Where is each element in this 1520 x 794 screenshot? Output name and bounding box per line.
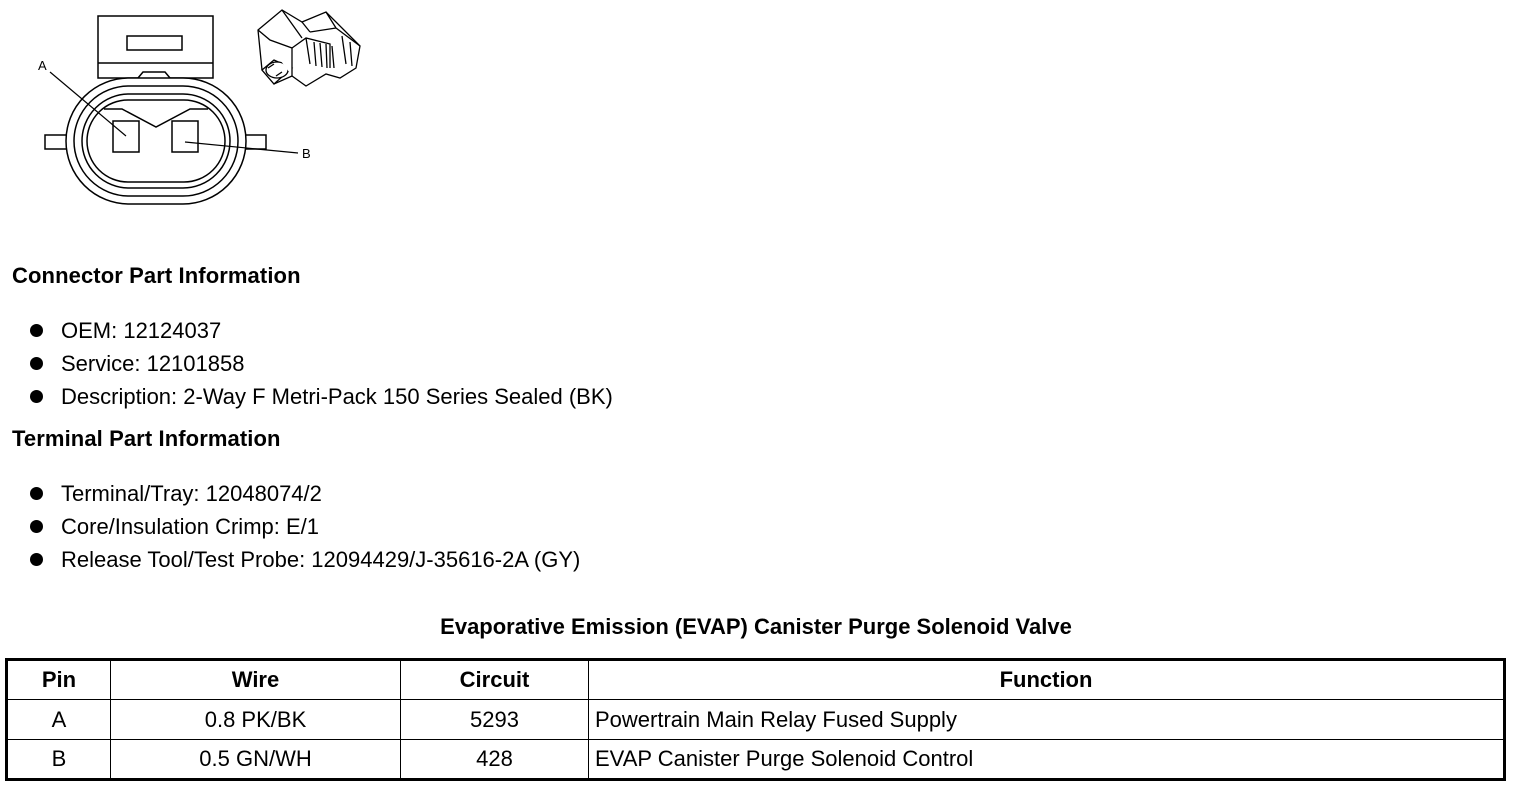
cell-wire: 0.8 PK/BK bbox=[111, 700, 401, 740]
bullet-icon bbox=[30, 390, 43, 403]
list-item: Service: 12101858 bbox=[30, 347, 613, 380]
bullet-icon bbox=[30, 553, 43, 566]
list-item: Terminal/Tray: 12048074/2 bbox=[30, 477, 580, 510]
list-item: OEM: 12124037 bbox=[30, 314, 613, 347]
header-pin: Pin bbox=[7, 660, 111, 700]
terminal-part-info-list bbox=[30, 477, 580, 576]
pinout-table-title: Evaporative Emission (EVAP) Canister Purge Solenoid Valve bbox=[440, 614, 1072, 639]
connector-body bbox=[66, 78, 246, 204]
cell-function: EVAP Canister Purge Solenoid Control bbox=[589, 740, 1505, 780]
table-row bbox=[7, 740, 1505, 780]
connector-part-info-heading: Connector Part Information bbox=[12, 263, 301, 288]
cell-wire: 0.5 GN/WH bbox=[111, 740, 401, 780]
table-header-row bbox=[7, 660, 1505, 700]
list-item: Release Tool/Test Probe: 12094429/J-35616-2A (GY) bbox=[30, 543, 580, 576]
header-circuit: Circuit bbox=[401, 660, 589, 700]
bullet-icon bbox=[30, 357, 43, 370]
cell-pin: A bbox=[7, 700, 111, 740]
connector-isometric-illustration bbox=[258, 10, 360, 86]
list-item: Core/Insulation Crimp: E/1 bbox=[30, 510, 580, 543]
bullet-icon bbox=[30, 324, 43, 337]
cell-pin: B bbox=[7, 740, 111, 780]
bullet-icon bbox=[30, 487, 43, 500]
header-function: Function bbox=[589, 660, 1505, 700]
header-wire: Wire bbox=[111, 660, 401, 700]
connector-face-diagram bbox=[30, 8, 370, 213]
cell-circuit: 428 bbox=[401, 740, 589, 780]
table-row bbox=[7, 700, 1505, 740]
cell-function: Powertrain Main Relay Fused Supply bbox=[589, 700, 1505, 740]
pinout-table bbox=[5, 658, 1506, 781]
bullet-icon bbox=[30, 520, 43, 533]
cavity-a bbox=[113, 121, 139, 152]
list-item: Description: 2-Way F Metri-Pack 150 Series Sealed (BK) bbox=[30, 380, 613, 413]
cavity-b bbox=[172, 121, 198, 152]
pin-a-label: A bbox=[38, 58, 47, 73]
cell-circuit: 5293 bbox=[401, 700, 589, 740]
terminal-part-info-heading: Terminal Part Information bbox=[12, 426, 281, 451]
connector-part-info-list bbox=[30, 314, 613, 413]
pin-b-label: B bbox=[302, 146, 311, 161]
